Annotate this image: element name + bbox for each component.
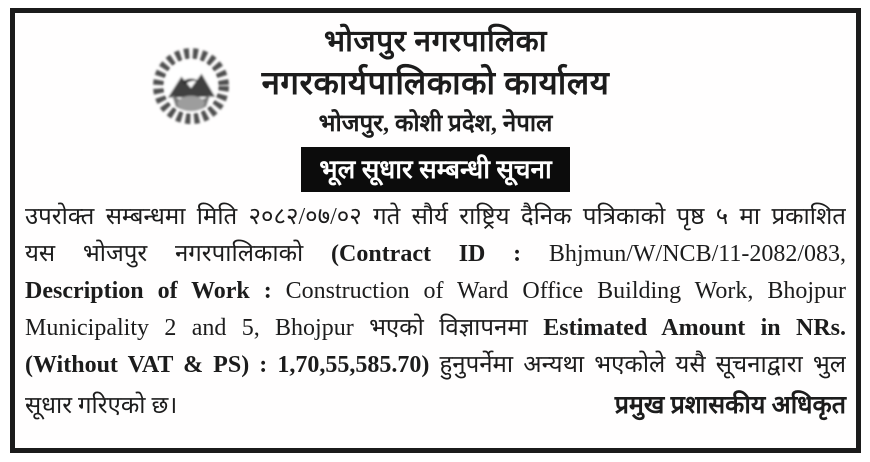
municipality-title: भोजपुर नगरपालिका: [324, 25, 547, 58]
notice-header: [15, 13, 856, 192]
notice-body-line: उपरोक्त सम्बन्धमा मिति २०८२/०७/०२ गते सौर्य राष्ट्रिय दैनिक पत्रिकाको पृष्ठ ५ मा प्रकाशित: [25, 204, 846, 230]
signature-title: प्रमुख प्रशासकीय अधिकृत: [614, 392, 846, 419]
notice-footer-line: [25, 386, 846, 426]
notice-body-line: Municipality 2 and 5, Bhojpur भएको विज्ञापनमा Estimated Amount in NRs.: [25, 315, 846, 341]
notice-body-line: यस भोजपुर नगरपालिकाको (Contract ID : Bhjmun/W/NCB/11-2082/083,: [25, 241, 846, 267]
municipality-emblem-icon: [143, 41, 239, 139]
office-title: नगरकार्यपालिकाको कार्यालय: [261, 66, 610, 102]
notice-frame: [10, 8, 861, 453]
emblem-graphic: [143, 41, 239, 139]
address-line: भोजपुर, कोशी प्रदेश, नेपाल: [318, 111, 553, 137]
closing-text: सूधार गरिएको छ।: [25, 393, 178, 419]
notice-body: [25, 199, 846, 384]
notice-banner-title: भूल सूधार सम्बन्धी सूचना: [301, 147, 569, 192]
notice-body-line: (Without VAT & PS) : 1,70,55,585.70) हुनुपर्नेमा अन्यथा भएकोले यसै सूचनाद्वारा भुल: [25, 352, 846, 378]
notice-body-line: Description of Work : Construction of Ward Office Building Work, Bhojpur: [25, 278, 846, 304]
